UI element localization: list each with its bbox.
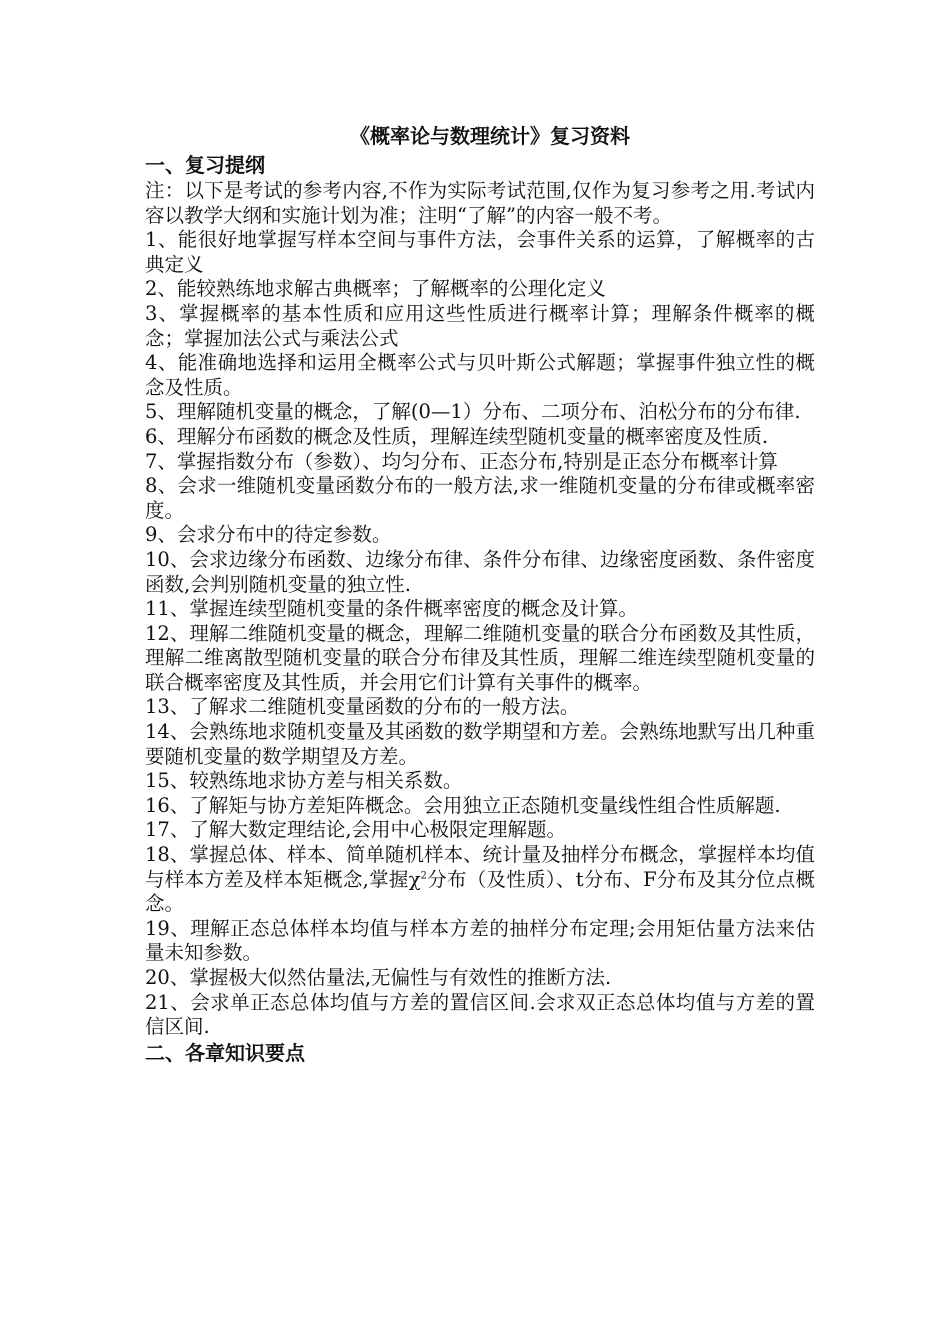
outline-item-11: 11、掌握连续型随机变量的条件概率密度的概念及计算。 bbox=[145, 597, 638, 621]
outline-item-8: 8、会求一维随机变量函数分布的一般方法,求一维随机变量的分布律或概率密度。 bbox=[145, 474, 815, 522]
outline-item-9: 9、会求分布中的待定参数。 bbox=[145, 523, 392, 547]
section-heading-outline: 一、复习提纲 bbox=[145, 153, 265, 177]
document-body bbox=[145, 121, 815, 1067]
page-title: 《概率论与数理统计》复习资料 bbox=[350, 124, 630, 148]
section-heading-chapters: 二、各章知识要点 bbox=[145, 1040, 305, 1065]
outline-item-14: 14、会熟练地求随机变量及其函数的数学期望和方差。会熟练地默写出几种重要随机变量的数学期望及方差。 bbox=[145, 720, 815, 768]
outline-item-13: 13、了解求二维随机变量函数的分布的一般方法。 bbox=[145, 695, 580, 719]
outline-item-6: 6、理解分布函数的概念及性质，理解连续型随机变量的概率密度及性质. bbox=[145, 424, 769, 448]
outline-item-21: 21、会求单正态总体均值与方差的置信区间.会求双正态总体均值与方差的置信区间. bbox=[145, 990, 815, 1039]
outline-item-16: 16、了解矩与协方差矩阵概念。会用独立正态随机变量线性组合性质解题. bbox=[145, 793, 781, 817]
outline-item-4: 4、能准确地选择和运用全概率公式与贝叶斯公式解题；掌握事件独立性的概念及性质。 bbox=[145, 351, 815, 399]
outline-item-5: 5、理解随机变量的概念，了解(0—1）分布、二项分布、泊松分布的分布律. bbox=[145, 400, 801, 424]
superscript-two: 2 bbox=[420, 870, 427, 882]
outline-item-18-text: 18、掌握总体、样本、简单随机样本、统计量及抽样分布概念，掌握样本均值与样本方差及样本矩概念,掌握χ bbox=[145, 843, 815, 891]
outline-item-7: 7、掌握指数分布（参数）、均匀分布、正态分布,特别是正态分布概率计算 bbox=[145, 449, 778, 473]
note-paragraph: 注：以下是考试的参考内容,不作为实际考试范围,仅作为复习参考之用.考试内容以教学大纲和实施计划为准；注明“了解”的内容一般不考。 bbox=[145, 179, 815, 227]
outline-item-1: 1、能很好地掌握写样本空间与事件方法，会事件关系的运算，了解概率的古典定义 bbox=[145, 228, 815, 276]
outline-item-17: 17、了解大数定理结论,会用中心极限定理解题。 bbox=[145, 818, 567, 842]
outline-item-18-text-cont: 分布（及性质）、t分布、F分布及其分位点概念。 bbox=[145, 867, 815, 916]
outline-item-2: 2、能较熟练地求解古典概率；了解概率的公理化定义 bbox=[145, 277, 606, 301]
outline-item-18 bbox=[145, 843, 815, 917]
outline-item-15: 15、较熟练地求协方差与相关系数。 bbox=[145, 769, 463, 793]
outline-item-12: 12、理解二维随机变量的概念，理解二维随机变量的联合分布函数及其性质，理解二维离散型随机变量的联合分布律及其性质，理解二维连续型随机变量的联合概率密度及其性质，并会用它们计算有关事件的概率。 bbox=[145, 621, 815, 694]
outline-item-19: 19、理解正态总体样本均值与样本方差的抽样分布定理;会用矩估量方法来估量未知参数。 bbox=[145, 916, 815, 965]
outline-item-20: 20、掌握极大似然估量法,无偏性与有效性的推断方法. bbox=[145, 966, 612, 989]
outline-item-3: 3、掌握概率的基本性质和应用这些性质进行概率计算；理解条件概率的概念；掌握加法公式与乘法公式 bbox=[145, 301, 815, 350]
outline-item-10: 10、会求边缘分布函数、边缘分布律、条件分布律、边缘密度函数、条件密度函数,会判别随机变量的独立性. bbox=[145, 547, 815, 596]
